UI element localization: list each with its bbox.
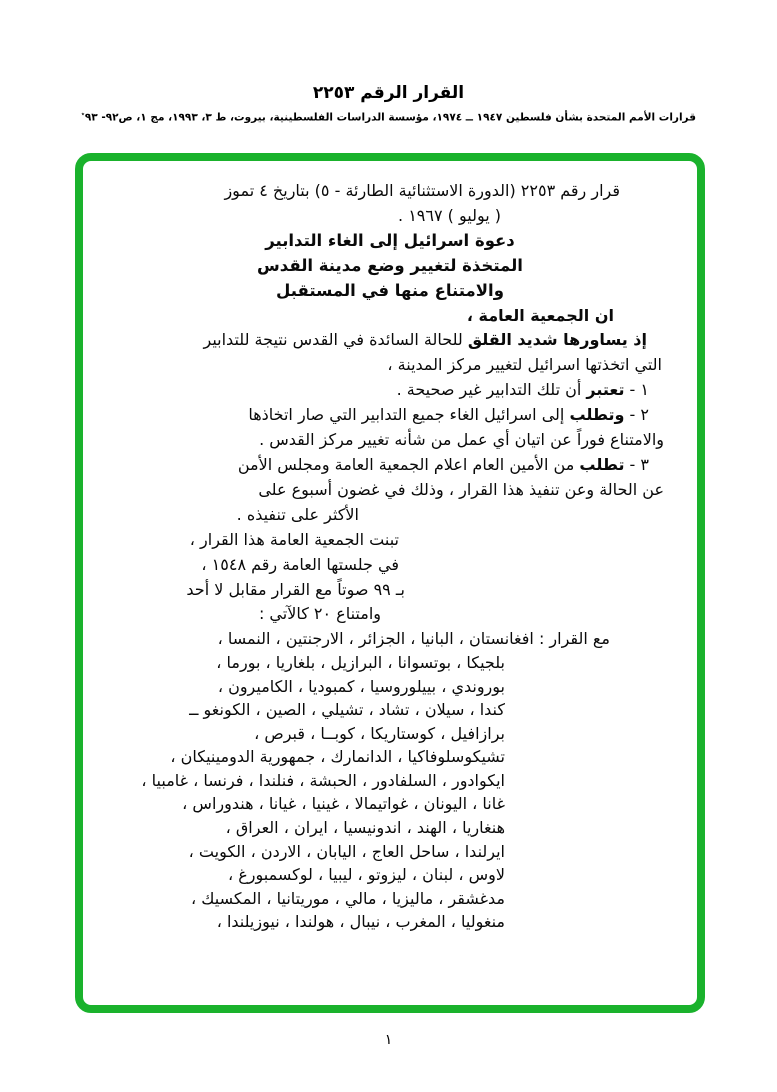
vote-with-line: غانا ، اليونان ، غواتيمالا ، غينيا ، غيانا ، هندوراس ، xyxy=(182,794,505,814)
operative-text: الأكثر على تنفيذه . xyxy=(236,504,359,524)
resolution-subject-line: دعوة اسرائيل إلى الغاء التدابير xyxy=(265,230,515,250)
preamble-line xyxy=(111,353,662,378)
vote-with-line: برازافيل ، كوستاريكا ، كوبــا ، قبرص ، xyxy=(254,723,505,743)
source-citation xyxy=(0,110,777,124)
resolution-subject-line: والامتناع منها في المستقبل xyxy=(276,280,504,300)
vote-with-line: بوروندي ، بييلوروسيا ، كمبوديا ، الكاميرون ، xyxy=(217,676,505,696)
adoption-line: في جلستها العامة رقم ١٥٤٨ ، xyxy=(201,554,399,574)
operative-number: ٣ - xyxy=(624,454,649,474)
operative-line xyxy=(111,378,649,403)
resolution-body xyxy=(83,161,697,1005)
operative-number: ٢ - xyxy=(624,405,649,425)
resolution-heading-line: ( يوليو ) ١٩٦٧ . xyxy=(398,205,501,225)
vote-with-line: لاوس ، لبنان ، ليزوتو ، ليبيا ، لوكسمبورغ ، xyxy=(228,865,505,885)
operative-bold-text: تطلب xyxy=(579,454,625,474)
preamble-text: للحالة السائدة في القدس نتيجة للتدابير xyxy=(203,330,468,350)
operative-text: والامتناع فوراً عن اتيان أي عمل من شأنه تغيير مركز القدس . xyxy=(259,430,664,450)
resolution-frame xyxy=(75,153,705,1013)
vote-with-line: ايرلندا ، ساحل العاج ، اليابان ، الاردن ، الكويت ، xyxy=(188,841,505,861)
vote-with-line: تشيكوسلوفاكيا ، الدانمارك ، جمهورية الدومينيكان ، xyxy=(170,747,505,767)
operative-text: من الأمين العام اعلام الجمعية العامة ومجلس الأمن xyxy=(237,454,580,474)
operative-line xyxy=(111,453,649,478)
preamble-bold-text: ان الجمعية العامة ، xyxy=(466,305,614,325)
preamble-line xyxy=(111,304,614,329)
page-number: ١ xyxy=(384,1032,393,1048)
operative-line xyxy=(111,503,359,528)
adoption-line: بـ ٩٩ صوتاً مع القرار مقابل لا أحد xyxy=(186,579,405,599)
preamble-bold-text: إذ يساورها شديد القلق xyxy=(467,330,647,350)
operative-number: ١ - xyxy=(624,380,649,400)
operative-line xyxy=(111,478,664,503)
preamble-text: التي اتخذتها اسرائيل لتغيير مركز المدينة ، xyxy=(387,355,662,375)
resolution-subject-line: المتخذة لتغيير وضع مدينة القدس xyxy=(257,255,523,275)
vote-with-line: منغوليا ، المغرب ، نيبال ، هولندا ، نيوزيلندا ، xyxy=(216,912,505,932)
source-citation-text: قرارات الأمم المتحدة بشأن فلسطين ١٩٤٧ ــ ١٩٧٤، مؤسسة الدراسات الفلسطينية، بيروت، ط ٣، ١٩٩٣، مج ١، ص٩٢- ٩٣ xyxy=(84,111,696,124)
operative-text: عن الحالة وعن تنفيذ هذا القرار ، وذلك في غضون أسبوع على xyxy=(258,479,664,499)
vote-with-line: كندا ، سيلان ، تشاد ، تشيلي ، الصين ، الكونغو ــ xyxy=(189,700,505,720)
operative-line xyxy=(111,428,664,453)
resolution-heading-line: قرار رقم ٢٢٥٣ (الدورة الاستثنائية الطارئة - ٥) بتاريخ ٤ تموز xyxy=(224,181,620,200)
operative-bold-text: تعتبر xyxy=(586,380,625,400)
vote-with-line: هنغاريا ، الهند ، اندونيسيا ، ايران ، العراق ، xyxy=(225,818,505,838)
operative-bold-text: وتطلب xyxy=(569,405,625,425)
vote-with-line: ايكوادور ، السلفادور ، الحبشة ، فنلندا ، فرنسا ، غامبيا ، xyxy=(141,770,505,790)
footnote-mark: ٭ xyxy=(81,110,85,118)
vote-with-line: مع القرار : افغانستان ، البانيا ، الجزائر ، الارجنتين ، النمسا ، xyxy=(217,629,610,649)
adoption-line: وامتناع ٢٠ كالآتي : xyxy=(258,604,381,624)
operative-text: إلى اسرائيل الغاء جميع التدابير التي صار اتخاذها xyxy=(248,405,570,425)
operative-line xyxy=(111,403,649,428)
adoption-line: تبنت الجمعية العامة هذا القرار ، xyxy=(189,529,399,549)
preamble-line xyxy=(111,328,647,353)
document-title: القرار الرقم ٢٢٥٣ xyxy=(312,83,465,103)
vote-with-line: مدغشقر ، ماليزيا ، مالي ، موريتانيا ، المكسيك ، xyxy=(191,888,505,908)
operative-text: أن تلك التدابير غير صحيحة . xyxy=(396,380,587,400)
vote-with-line: بلجيكا ، بوتسوانا ، البرازيل ، بلغاريا ، بورما ، xyxy=(216,652,505,672)
